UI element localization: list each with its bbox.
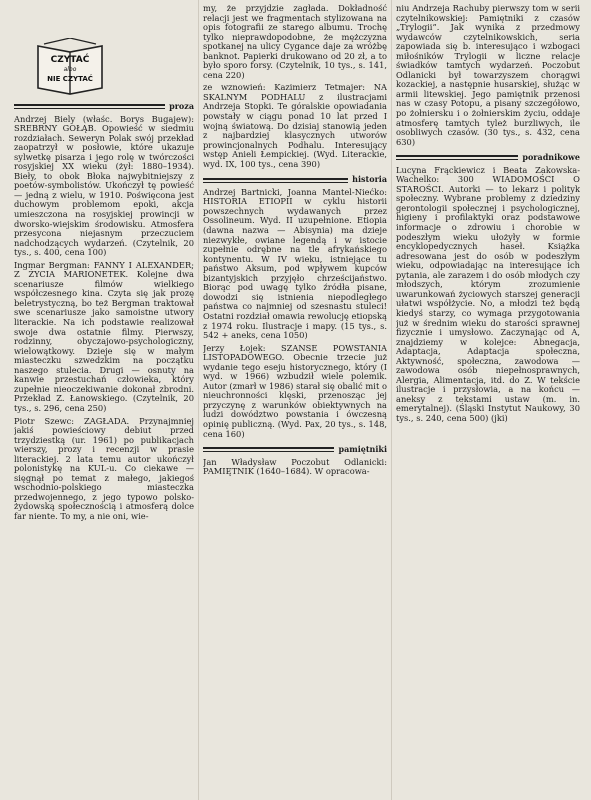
section-label: proza bbox=[169, 101, 194, 111]
column-divider bbox=[391, 0, 392, 800]
review-szewc: Piotr Szewc: ZAGŁADA. Przynajmniej jakiś powieściowy debiut przed trzydziestką (ur. 1961) po publikacjach wierszy, prozy i recenzji w prasie literackiej. 2 lata temu autor ukończył polonistykę na KUL-u. Co ciekawe — sięgnął po temat z małego, jakiegoś wschodnio-polskiego miasteczka przedwojennego, z jego typowo polsko-żydowską społecznością i atmosferą dolce far niente. To my, a nie oni, wie- bbox=[14, 415, 194, 521]
section-label: historia bbox=[352, 174, 387, 185]
section-header-pamietniki bbox=[203, 445, 387, 455]
review-poczobut-cont: niu Andrzeja Rachuby pierwszy tom w serii czytelnikowskiej: Pamiętniki z czasów „Trylogii”. Jak wynika z przedmowy wydawców czytelnikowskich, seria zapowiada się b. interesująco i wzbogaci miłośników Trylogii w liczne relacje świadków tamtych wydarzeń. Poczobut Odlanicki był towarzyszem chorągwi kozackiej, a następnie husarskiej, służąc w armii litewskiej. Jego pamiętnik przenosi nas w czasy Potopu, a pisany szczegółowo, po żołniersku i o żołnierskim życiu, oddaje atmosferę tamtych tyleż burzliwych, ile osobliwych czasów. (30 tys., s. 432, cena 630) bbox=[396, 4, 580, 147]
logo-line2: albo bbox=[63, 66, 77, 73]
section-header-poradnikowe bbox=[396, 153, 580, 163]
section-label: poradnikowe bbox=[522, 152, 580, 163]
review-lojek: Jerzy Łojek: SZANSE POWSTANIA LISTOPADOWEGO. Obecnie trzecie już wydanie tego eseju historycznego, który (I wyd. w 1966) wzbudził wiele polemik. Autor (zmarł w 1986) starał się obalić mit o nieuchronności klęski, przenosząc jej przyczynę z warunków obiektywnych na ludzi dowództwo powstania i ówczesną opinię publiczną. (Wyd. Pax, 20 tys., s. 148, cena 160) bbox=[203, 342, 387, 439]
column-1 bbox=[14, 4, 194, 525]
column-2 bbox=[203, 4, 387, 480]
review-bergman: Ingmar Bergman: FANNY I ALEXANDER; Z ŻYCIA MARIONETEK. Kolejne dwa scenariusze filmów wielkiego współczesnego kina. Czyta się jak prozę beletrystyczną, bo też Bergman traktował swe scenariusze jako samoistne utwory literackie. Na ich podstawie realizował swoje dwa ostatnie filmy. Pierwszy, rodzinny, obyczajowo-psychologiczny, wielowątkowy. Dzieje się w małym miasteczku szwedzkim na początku naszego stulecia. Drugi — osnuty na kanwie przestuchań człowieka, który zupełnie nieoczekiwanie dokonał zbrodni. Przekład Z. Łanowskiego. (Czytelnik, 20 tys., s. 296, cena 250) bbox=[14, 259, 194, 413]
logo-line1: CZYTAĆ bbox=[50, 55, 90, 65]
review-starosc: Lucyna Frąckiewicz i Beata Zakowska-Wachelko: 300 WIADOMOŚCI O STAROŚCI. Autorki — to lekarz i polityk społeczny. Wybrane problemy z dziedziny gerontologii społecznej i psychologicznej, higieny i profilaktyki oraz podstawowe informacje o zdrowiu i chorobie w podeszłym wieku ułożyły w formie encyklopedycznych haseł. Książka adresowana jest do osób w podeszłym wieku, odpowiadając na interesujące ich pytania, ale zarazem i do osób młodych czy młodszych, którym zrozumienie uwarunkowań życiowych starszej generacji ułatwi współżycie. No, a młodzi też będą kiedyś starzy, co wymaga przygotowania już w średnim wieku do starości sprawnej fizycznie i umysłowo. Zaczynając od A, znajdziemy w kolejce: Abnegacja, Adaptacja, Adaptacja społeczna, Aktywność, społeczna, zawodowa — zawodowa osób niepełnosprawnych, Alergia, Alimentacja, itd. do Z. W tekście ilustracje i przysłowia, a na końcu — aneksy z tekstami ustaw (m. in. emerytalnej). (Śląski Instytut Naukowy, 30 tys., s. 240, cena 500) (jki) bbox=[396, 164, 580, 423]
logo-line3: NIE CZYTAĆ bbox=[47, 75, 93, 83]
czytac-logo bbox=[34, 38, 106, 96]
review-biely: Andrzej Biely (właśc. Borys Bugajew): SREBRNY GOŁĄB. Opowieść w siedmiu rozdziałach. Seweryn Polak swój przekład zaopatrzył w posłowie, które ukazuje sylwetkę pisarza i jego rolę w twórczości rosyjskiej XX wieku (żył: 1880–1934). Bieły, to obok Błoka najwybitniejszy z poetów-symbolistów. Ukończył tę powieść — jedną z wielu, w 1910. Poświęcona jest duchowym problemom epoki, akcja umieszczona na rosyjskiej prowincji w dworsko-wiejskim środowisku. Atmosfera przesycona niejasnym przeczuciem nadchodzących wydarzeń. (Czytelnik, 20 tys., s. 400, cena 100) bbox=[14, 113, 194, 258]
section-header-historia bbox=[203, 175, 387, 185]
review-szewc-cont: my, że przyjdzie zagłada. Dokładność relacji jest we fragmentach stylizowana na opis fotografii ze starego albumu. Trochę tylko nieprawdopodobne, że mężczyzna spotkanej na ulicy Cygance daje za wróżbę banknot. Papierki drukowano od 20 zł, a to było sporo forsy. (Czytelnik, 10 tys., s. 141, cena 220) bbox=[203, 4, 387, 80]
review-historia-etiopii: Andrzej Bartnicki, Joanna Mantel-Niećko: HISTORIA ETIOPII w cyklu historii powszechnych wydawanych przez Ossolineum. Wyd. II uzupełnione. Etiopia (dawna nazwa — Abisynia) ma dzieje niezwykłe, owiane legendą i w istocie zupełnie odrębne na tle afrykańskiego kontynentu. W IV wieku, istniejące tu państwo Aksum, pod wpływem kupców bizantyjskich przyjęło chrześcijaństwo. Biorąc pod uwagę tylko źródła pisane, dowodzi się istnienia niepodległego państwa co najmniej od szesnastu stuleci! Ostatni rozdział omawia rewolucję etiopską z 1974 roku. Ilustracje i mapy. (15 tys., s. 542 + aneks, cena 1050) bbox=[203, 186, 387, 341]
open-book-icon bbox=[34, 38, 106, 96]
review-poczobut: Jan Władysław Poczobut Odlanicki: PAMIĘTNIK (1640–1684). W opracowa- bbox=[203, 456, 387, 477]
section-header-proza bbox=[14, 102, 194, 112]
section-label: pamiętniki bbox=[338, 444, 387, 455]
column-divider bbox=[198, 0, 199, 800]
review-tetmajer: ze wznowień: Kazimierz Tetmajer: NA SKALNYM PODHALU z ilustracjami Andrzeja Stopki. Te góralskie opowiadania powstały w ciągu ponad 10 lat przed I wojną światową. Do dzisiaj stanowią jeden z najbardziej klasycznych utworów prowincjonalnych Podhalu. Interesujący wstęp Anieli Łempickiej. (Wyd. Literackie, wyd. IX, 100 tys., cena 390) bbox=[203, 82, 387, 169]
column-3 bbox=[396, 4, 580, 427]
